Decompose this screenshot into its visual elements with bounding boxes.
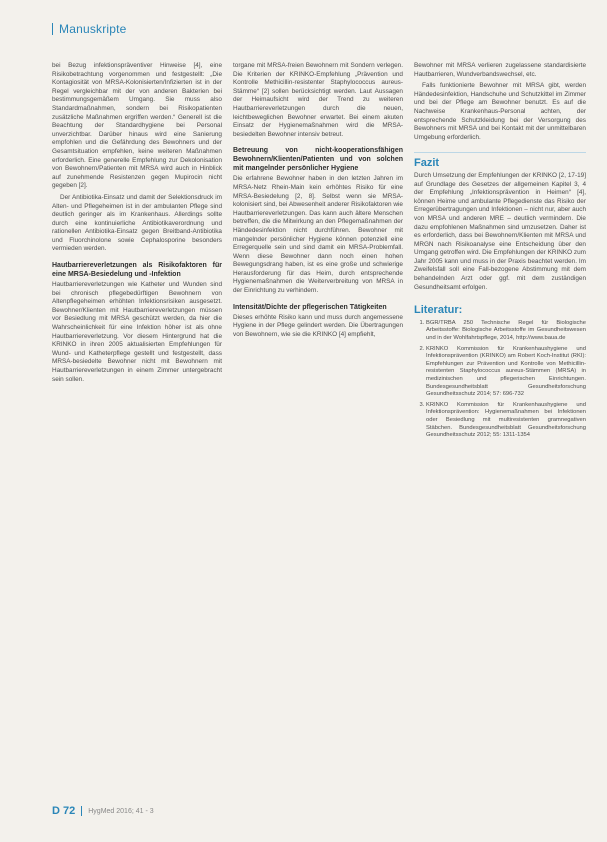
literature-heading: Literatur:: [414, 304, 463, 317]
reference-item: 2. KRINKO Kommission für Krankenhaushygiene und Infektionsprävention (KRINKO) am Robert Koch-Institut (RKI): Empfehlungen zur Prävention und Kontrolle von Methicillin-resistenten Staphylococcus aureus-Stämmen (MRSA) in medizinischen und pflegerischen Einrichtungen. Bundesgesundheitsblatt Gesundheitsforschung Gesundheitsschutz 2014; 57: 696-732: [426, 346, 586, 399]
text-column-1: [52, 62, 222, 384]
header-title: Manuskripte: [59, 22, 127, 36]
fazit-heading: Fazit: [414, 152, 586, 168]
paragraph: Bewohner mit MRSA verlieren zugelassene standardisierte Hautbarrieren, Wundverbandswechsel, etc.: [414, 62, 586, 78]
paragraph: Falls funktionierte Bewohner mit MRSA gibt, werden Händedesinfektion, Handschuhe und Schutzkittel im Zimmer und bei der Pflege am Bewohner benutzt. Es auf die Nachweise Krankenhaus-Personal achten, der entsprechende Schutzkleidung bei der Versorgung des Bewohners mit MRSA und bei Kontakt mit der unmittelbaren Umgebung erforderlich.: [414, 82, 586, 141]
subheading: Betreuung von nicht-kooperationsfähigen Bewohnern/Klienten/Patienten und von solchen mit mangelnder persönlicher Hygiene: [233, 147, 403, 173]
paragraph: Hautbarriereverletzungen wie Katheter und Wunden sind bei chronisch pflegebedürftigen Bewohnern von Altenpflegeheimen erhöhten Infektionsrisiken ausgesetzt. Bewohner/Klienten mit Hautbarriereverletzungen müssen vor Besiedlung mit MRSA geschützt werden, da hier die Wahrscheinlichkeit für eine Infektion höher ist als ohne Hautbarriereverletzung. Vor diesem Hintergrund hat die KRINKO in ihren 2005 aktualisierten Empfehlungen für Wund- und Katheterpflege gestellt und festgestellt, dass MRSA-besiedelte Bewohner nicht mit Bewohnern mit Hautbarriereverletzungen in einem Zimmer untergebracht sein sollen.: [52, 281, 222, 383]
reference-list: [414, 320, 586, 440]
paragraph: Die erfahrene Bewohner haben in den letzten Jahren im MRSA-Netz Rhein-Main kein erhöhtes Risiko für eine MRSA-Besiedelung [2, 8]. Selbst wenn sie MRSA-kolonisiert sind, bei Abwesenheit anderer Risikofaktoren wie Hautbarriereverletzungen. Das kann auch ältere Menschen betreffen, die die Mitwirkung an den Pflegemaßnahmen der Händedesinfektion nicht durchführen. Bewohner mit mangelnder persönlicher Hygiene können potenziell eine Erregerquelle sein und sind damit ein MRSA-Problemfall. Wenn diese Bewohner dann noch einen hohen Bewegungsdrang haben, ist es eine große und schwierige Herausforderung für das Heim, durch entsprechende Hygienemaßnahmen die Weiterverbreitung von MRSA in der Einrichtung zu verhindern.: [233, 175, 403, 295]
reference-item: 3. KRINKO Kommission für Krankenhaushygiene und Infektionsprävention: Hygienemaßnahmen bei Infektionen oder Besiedlung mit multiresistenten gramnegativen Stäbchen. Bundesgesundheitsblatt Gesundheitsforschung Gesundheitsschutz 2012; 55: 1311-1354: [426, 402, 586, 440]
subheading: Hautbarriereverletzungen als Risikofaktoren für eine MRSA-Besiedelung und -Infektion: [52, 262, 222, 279]
page-number: D 72: [52, 805, 76, 817]
subheading: Intensität/Dichte der pflegerischen Tätigkeiten: [233, 303, 387, 311]
header-divider: [52, 23, 53, 35]
paragraph: bei Bezug infektionspräventiver Hinweise [4], eine Risikobetrachtung vorgenommen und festgestellt: „Die Kontagiosität von MRSA-Kolonisierten/Infizierten ist in der Regel vergleichbar mit der von anderen Bakterien bei bestimmungsgemäßem Umgang. Sie muss also Standardmaßnahmen, sondern bei Risikopatienten zusätzliche Maßnahmen ergriffen werden.“ Generell ist die Beachtung der Standardhygiene bei Personal unverzichtbar. Darüber hinaus wird eine Sanierung empfohlen und die Gefährdung des Bewohners und der Gesamtsituation empfehlen, keine weiteren Maßnahmen erforderlich. Eine generelle Empfehlung zur Dekolonisation von Bewohnern/Patienten mit MRSA wird auch in Hinblick auf zunehmende Resistenzen gegen Mupirocin nicht gegeben [2].: [52, 62, 222, 190]
text-column-3: [414, 62, 586, 443]
footer-divider: [81, 806, 82, 816]
journal-citation: HygMed 2016; 41 - 3: [88, 807, 154, 815]
paragraph: Dieses erhöhte Risiko kann und muss durch angemessene Hygiene in der Pflege gelindert werden. Die Übertragungen von Bewohnern, wie sie die KRINKO [4] empfiehlt,: [233, 313, 403, 338]
text-column-2: [233, 62, 403, 339]
reference-item: 1. BGR/TRBA 250 Technische Regel für Biologische Arbeitsstoffe: Biologische Arbeitsstoffe im Gesundheitswesen und in der Wohlfahrtspflege, 2014, http://www.baua.de: [426, 320, 586, 343]
page-footer: [52, 805, 154, 817]
paragraph: torgane mit MRSA-freien Bewohnern mit Sondern verlegen. Die Kriterien der KRINKO-Empfehlung „Prävention und Kontrolle Methicillin-resistenter Staphylococcus aureus-Stämme“ [2] sollen berücksichtigt werden. Laut Aussagen der Heimaufsicht wird der Trend zu weiteren Hautbarriereverletzungen durch die neuen, leichtbeweglichen Bewohner erwartet. Bei einem akuten Einsatz der Hygienemaßnahmen wird die MRSA-besiedelten Bewohner intensiv betreut.: [233, 62, 403, 138]
paragraph: Der Antibiotika-Einsatz und damit der Selektionsdruck im Alten- und Pflegeheimen ist in der ambulanten Pflege sind deutlich geringer als im Krankenhaus. Allerdings sollte durch eine kontinuierliche Antibiotikaverordnung und rationellen Antibiotika-Einsatz gegen Breitband-Antibiotika und Fluorchinolone sowie Cephalosporine besonders vermieden werden.: [52, 193, 222, 253]
section-header: [52, 22, 127, 36]
paragraph: Durch Umsetzung der Empfehlungen der KRINKO [2, 17-19] auf Grundlage des Gesetzes der allgemeinen Kapitel 3, 4 der Empfehlung „Infektionsprävention in Heimen“ [4], können Heime und ambulante Pflegedienste das Risiko der Erregerübertragungen und Infektionen – nicht nur, aber auch von MRSA und anderen MRE – deutlich vermindern. Die dazu empfohlenen Maßnahmen sind umzusetzen. Daher ist es erforderlich, dass bei Bewohnern/Klienten mit MRSA und MRGN nach Risikoanalyse eine Entscheidung über den Umgang getroffen wird. Die Empfehlungen der KRINKO zum Jahr 2005 kann und muss in der Praxis beachtet werden. Im Zweifelsfall soll eine Fall-bezogene Abstimmung mit dem behandelnden Arzt oder ggf. mit dem zuständigen Gesundheitsamt erfolgen.: [414, 171, 586, 291]
